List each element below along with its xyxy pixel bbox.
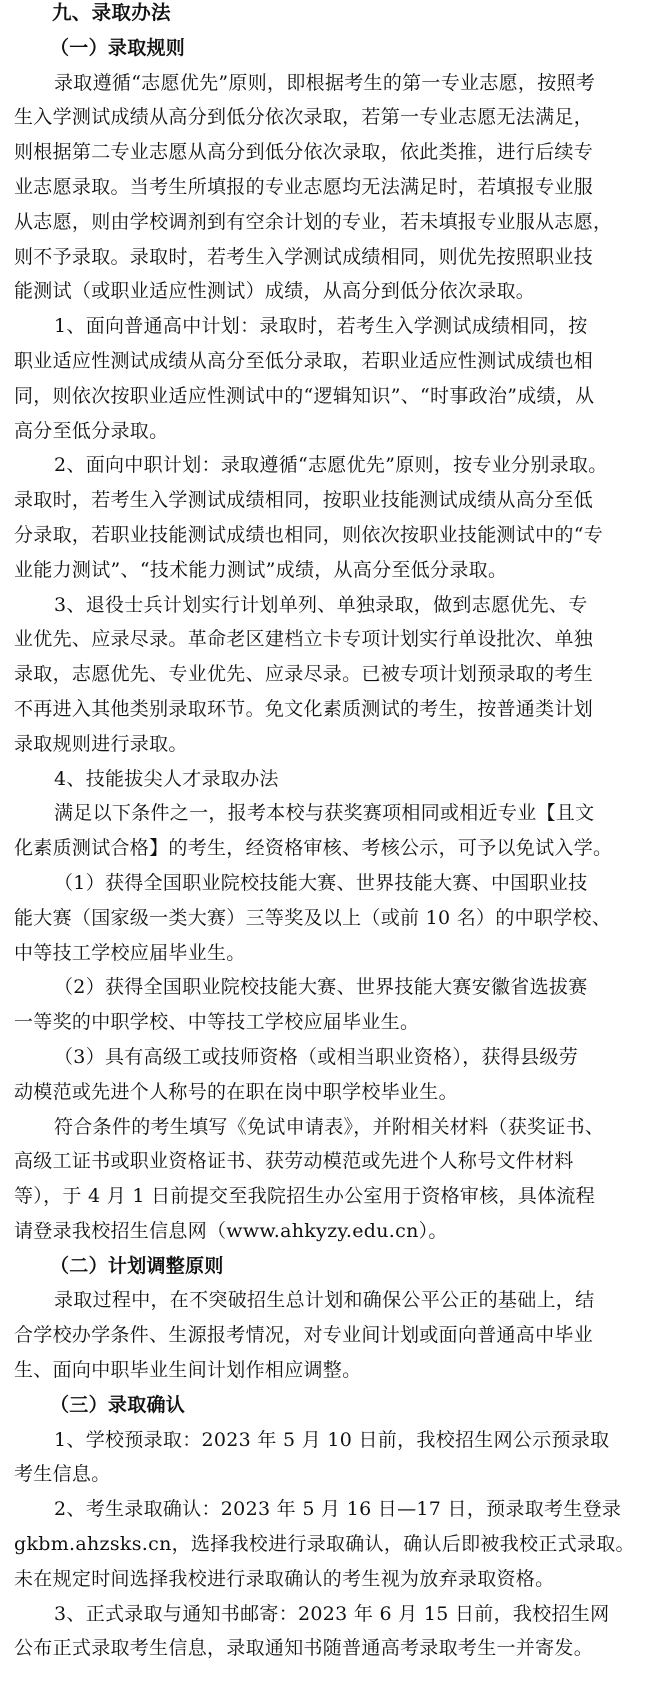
subsection-heading: （一）录取规则 bbox=[50, 36, 186, 59]
paragraph-first-line: 录取遵循“志愿优先”原则，即根据考生的第一专业志愿，按照考 bbox=[54, 71, 596, 94]
paragraph-line: gkbm.ahzsks.cn，选择我校进行录取确认，确认后即被我校正式录取。 bbox=[14, 1533, 635, 1556]
paragraph-line: 则根据第二专业志愿从高分到低分依次录取，依此类推，进行后续专 bbox=[14, 141, 594, 164]
paragraph-first-line: （2）获得全国职业院校技能大赛、世界技能大赛安徽省选拔赛 bbox=[54, 976, 588, 999]
paragraph-line: 公布正式录取考生信息，录取通知书随普通高考录取考生一并寄发。 bbox=[14, 1637, 594, 1660]
paragraph-line: 业优先、应录尽录。革命老区建档立卡专项计划实行单设批次、单独 bbox=[14, 628, 594, 651]
paragraph-line: 从志愿，则由学校调剂到有空余计划的专业，若未填报专业服从志愿， bbox=[14, 210, 613, 233]
paragraph-line: 职业适应性测试成绩从高分至低分录取，若职业适应性测试成绩也相 bbox=[14, 349, 594, 372]
paragraph-line: 请登录我校招生信息网（www.ahkyzy.edu.cn）。 bbox=[14, 1219, 448, 1242]
paragraph-first-line: 2、面向中职计划：录取遵循“志愿优先”原则，按专业分别录取。 bbox=[54, 454, 608, 477]
paragraph-line: 高级工证书或职业资格证书、获劳动模范或先进个人称号文件材料 bbox=[14, 1150, 574, 1173]
paragraph-first-line: 符合条件的考生填写《免试申请表》，并附相关材料（获奖证书、 bbox=[54, 1115, 605, 1138]
paragraph-line: 则不予录取。录取时，若考生入学测试成绩相同，则优先按照职业技 bbox=[14, 245, 594, 268]
paragraph-line: 分录取，若职业技能测试成绩也相同，则依次按职业技能测试中的“专 bbox=[14, 523, 604, 546]
paragraph-line: 中等技工学校应届毕业生。 bbox=[14, 941, 246, 964]
paragraph-first-line: 1、学校预录取：2023 年 5 月 10 日前，我校招生网公示预录取 bbox=[54, 1428, 610, 1451]
paragraph-first-line: 录取过程中，在不突破招生总计划和确保公平公正的基础上，结 bbox=[54, 1289, 595, 1312]
paragraph-line: 录取，志愿优先、专业优先、应录尽录。已被专项计划预录取的考生 bbox=[14, 663, 594, 686]
paragraph-line: 动模范或先进个人称号的在职在岗中职学校毕业生。 bbox=[14, 1080, 458, 1103]
paragraph-line: 等），于 4 月 1 日前提交至我院招生办公室用于资格审核，具体流程 bbox=[14, 1185, 596, 1208]
paragraph-line: 生入学测试成绩从高分到低分依次录取，若第一专业志愿无法满足， bbox=[14, 106, 594, 129]
paragraph-line: 一等奖的中职学校、中等技工学校应届毕业生。 bbox=[14, 1011, 420, 1034]
section-heading: 九、录取办法 bbox=[52, 1, 171, 24]
paragraph-first-line: （1）获得全国职业院校技能大赛、世界技能大赛、中国职业技 bbox=[54, 871, 588, 894]
paragraph-line: 业志愿录取。当考生所填报的专业志愿均无法满足时，若填报专业服 bbox=[14, 175, 594, 198]
paragraph-line: 考生信息。 bbox=[14, 1463, 111, 1486]
paragraph-line: 不再进入其他类别录取环节。免文化素质测试的考生，按普通类计划 bbox=[14, 697, 594, 720]
paragraph-first-line: 满足以下条件之一，报考本校与获奖赛项相同或相近专业【且文 bbox=[54, 802, 595, 825]
paragraph-first-line: 1、面向普通高中计划：录取时，若考生入学测试成绩相同，按 bbox=[54, 315, 588, 338]
paragraph-line: 业能力测试”、“技术能力测试”成绩，从高分至低分录取。 bbox=[14, 558, 508, 581]
paragraph-line: 录取规则进行录取。 bbox=[14, 732, 188, 755]
paragraph-first-line: 4、技能拔尖人才录取办法 bbox=[54, 767, 279, 790]
paragraph-line: 录取时，若考生入学测试成绩相同，按职业技能测试成绩从高分至低 bbox=[14, 489, 594, 512]
subsection-heading: （三）录取确认 bbox=[50, 1393, 186, 1416]
paragraph-line: 生、面向中职毕业生间计划作相应调整。 bbox=[14, 1359, 362, 1382]
paragraph-first-line: 2、考生录取确认：2023 年 5 月 16 日—17 日，预录取考生登录 bbox=[54, 1498, 622, 1521]
paragraph-line: 化素质测试合格】的考生，经资格审核、考核公示，可予以免试入学。 bbox=[14, 837, 613, 860]
paragraph-first-line: 3、退役士兵计划实行计划单列、单独录取，做到志愿优先、专 bbox=[54, 593, 588, 616]
paragraph-line: 合学校办学条件、生源报考情况，对专业间计划或面向普通高中毕业 bbox=[14, 1324, 594, 1347]
paragraph-first-line: （3）具有高级工或技师资格（或相当职业资格），获得县级劳 bbox=[54, 1045, 578, 1068]
paragraph-line: 同，则依次按职业适应性测试中的“逻辑知识”、“时事政治”成绩，从 bbox=[14, 384, 595, 407]
paragraph-line: 高分至低分录取。 bbox=[14, 419, 169, 442]
paragraph-first-line: 3、正式录取与通知书邮寄：2023 年 6 月 15 日前，我校招生网 bbox=[54, 1602, 610, 1625]
paragraph-line: 能测试（或职业适应性测试）成绩，从高分到低分依次录取。 bbox=[14, 280, 536, 303]
document-body bbox=[14, 0, 636, 1666]
paragraph-line: 未在规定时间选择我校进行录取确认的考生视为放弃录取资格。 bbox=[14, 1567, 555, 1590]
subsection-heading: （二）计划调整原则 bbox=[50, 1254, 224, 1277]
paragraph-line: 能大赛（国家级一类大赛）三等奖及以上（或前 10 名）的中职学校、 bbox=[14, 906, 612, 929]
